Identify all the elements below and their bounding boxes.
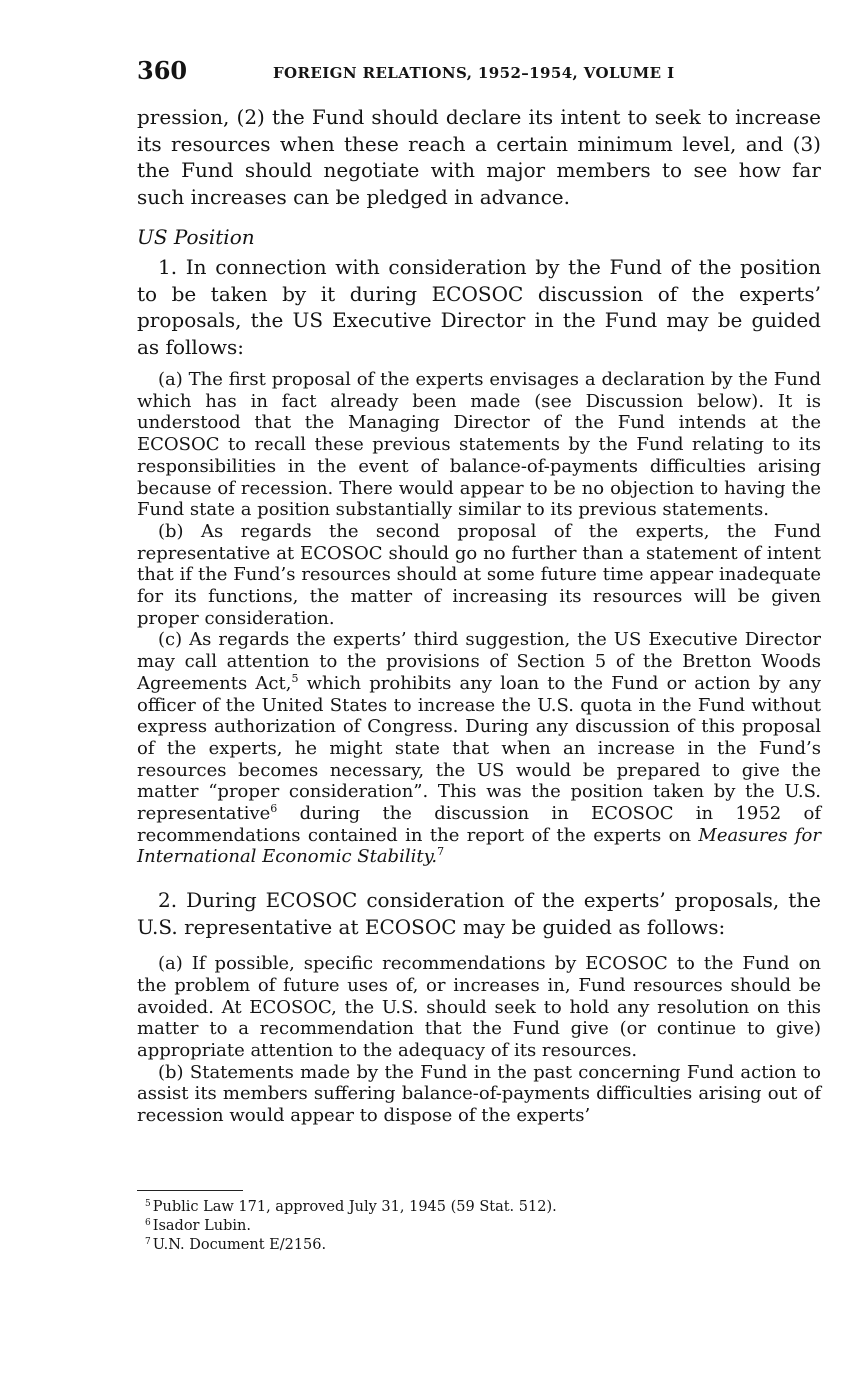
footnote-ref-7: 7 [437, 845, 445, 859]
paragraph-intro: pression, (2) the Fund should declare its intent to seek to increase its resources when these reach a certain minimum level, and (3) the Fund should negotiate with major members to see how far such increases can be pledged in advance. [137, 105, 821, 209]
paragraph-1a: (a) The first proposal of the experts envisages a declaration by the Fund which has in fact already been made (see Discussion below). It is understood that the Managing Director of the Fund intends at the ECOSOC to recall these previous statements by the Fund relating to its responsibilities in the event of balance-of-payments difficulties arising because of recession. There would appear to be no objection to having the Fund state a position substantially similar to its previous statements. [137, 369, 821, 521]
paragraph-1c-part3: during the discussion in ECOSOC in 1952 of recommendations contained in the report of the experts on [137, 803, 821, 846]
footnote-6 [145, 1217, 557, 1236]
footnote-ref-6: 6 [270, 802, 278, 816]
footnote-5 [145, 1198, 557, 1217]
paragraph-2a: (a) If possible, specific recommendations by ECOSOC to the Fund on the problem of future uses of, or increases in, Fund resources should be avoided. At ECOSOC, the U.S. should seek to hold any resolution on this matter to a recommendation that the Fund give (or continue to give) appropriate attention to the adequacy of its resources. [137, 953, 821, 1061]
report-title: Measures for International Economic Stability. [137, 824, 821, 868]
footnotes [145, 1198, 557, 1255]
paragraph-1c-part2: which prohibits any loan to the Fund or action by any officer of the United States to increase the U.S. quota in the Fund without express authorization of Congress. During any discussion of this proposal of the experts, he might state that when an increase in the Fund’s resources becomes necessary, the US would be prepared to give the matter “proper consideration”. This was the position taken by the U.S. representative [137, 672, 821, 825]
page-number: 360 [137, 56, 188, 85]
footnote-number: 6 [145, 1218, 151, 1228]
paragraph-1: 1. In connection with consideration by the Fund of the position to be taken by it during ECOSOC discussion of the experts’ proposals, the US Executive Director in the Fund may be guided as follows: [137, 255, 821, 359]
footnote-text: Public Law 171, approved July 31, 1945 (59 Stat. 512). [152, 1199, 557, 1215]
running-head: FOREIGN RELATIONS, 1952–1954, VOLUME I [273, 64, 675, 82]
footnote-text: Isador Lubin. [152, 1218, 251, 1234]
footnote-divider [137, 1190, 243, 1191]
body-text [137, 104, 821, 1127]
footnote-7 [145, 1236, 557, 1255]
paragraph-1c-part1: (c) As regards the experts’ third suggestion, the US Executive Director may call attention to the provisions of Section 5 of the Bretton Woods Agreements Act, [137, 629, 821, 694]
paragraph-1c [137, 629, 821, 868]
paragraph-2b: (b) Statements made by the Fund in the past concerning Fund action to assist its members suffering balance-of-payments difficulties arising out of recession would appear to dispose of the experts’ [137, 1061, 821, 1127]
page-header [137, 56, 827, 90]
footnote-number: 7 [145, 1237, 151, 1247]
footnote-text: U.N. Document E/2156. [152, 1237, 327, 1253]
section-heading: US Position [137, 225, 255, 249]
footnote-ref-5: 5 [291, 671, 299, 685]
paragraph-1b: (b) As regards the second proposal of the experts, the Fund representative at ECOSOC should go no further than a statement of intent that if the Fund’s resources should at some future time appear inadequate for its functions, the matter of increasing its resources will be given proper consideration. [137, 520, 821, 629]
footnote-number: 5 [145, 1199, 151, 1209]
paragraph-2: 2. During ECOSOC consideration of the experts’ proposals, the U.S. representative at ECOSOC may be guided as follows: [137, 888, 821, 939]
